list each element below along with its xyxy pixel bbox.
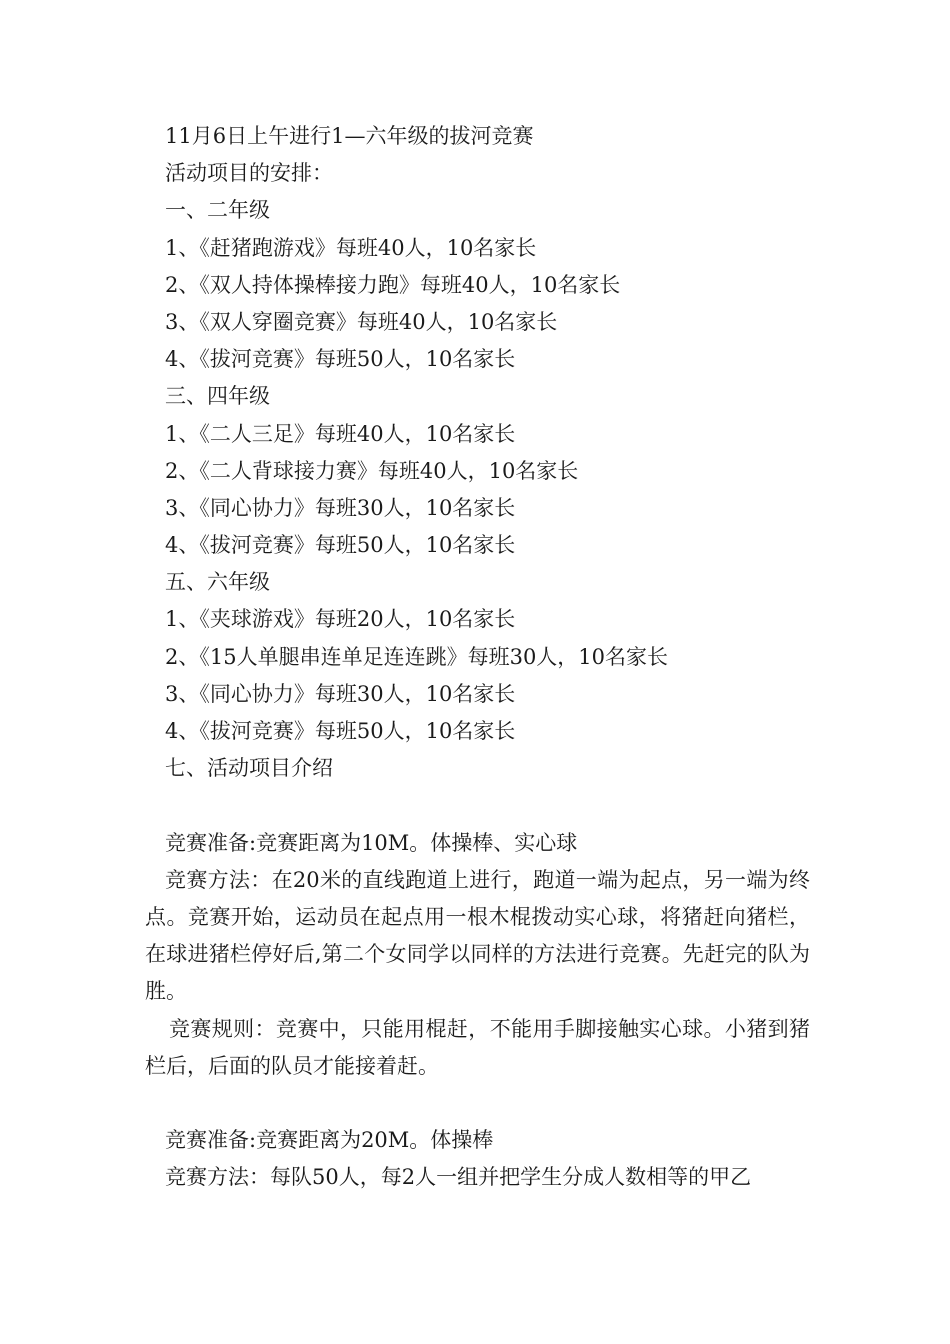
- list-item: 4、《拔河竞赛》每班50人，10名家长: [165, 347, 516, 372]
- spacer: [145, 787, 810, 824]
- list-item: 2、《15人单腿串连单足连连跳》每班30人，10名家长: [165, 644, 669, 669]
- game1-method: 竞赛方法：在20米的直线跑道上进行，跑道一端为起点，另一端为终点。竞赛开始，运动员在起点用一根木棍拨动实心球，将猪赶向猪栏，在球进猪栏停好后,第二个女同学以同样的方法进行竞赛。先赶完的队为胜。: [145, 867, 810, 1004]
- spacer: [145, 1085, 810, 1122]
- list-item: 1、《夹球游戏》每班20人，10名家长: [165, 607, 516, 632]
- grade6-heading: 五、六年级: [165, 570, 270, 595]
- list-item: 1、《赶猪跑游戏》每班40人，10名家长: [165, 235, 537, 260]
- schedule-heading: 活动项目的安排：: [165, 161, 333, 186]
- list-item: 4、《拔河竞赛》每班50人，10名家长: [165, 533, 516, 558]
- grade4-heading: 三、四年级: [165, 384, 270, 409]
- list-item: 1、《二人三足》每班40人，10名家长: [165, 421, 516, 446]
- list-item: 3、《同心协力》每班30人，10名家长: [165, 495, 516, 520]
- grade2-heading: 一、二年级: [165, 198, 270, 223]
- game1-prep: 竞赛准备:竞赛距离为10M。体操棒、实心球: [165, 830, 578, 855]
- game2-prep: 竞赛准备:竞赛距离为20M。体操棒: [165, 1128, 494, 1153]
- list-item: 2、《二人背球接力赛》每班40人，10名家长: [165, 458, 579, 483]
- list-item: 3、《双人穿圈竞赛》每班40人，10名家长: [165, 309, 558, 334]
- activity-intro-heading: 七、活动项目介绍: [165, 756, 333, 781]
- list-item: 4、《拔河竞赛》每班50人，10名家长: [165, 719, 516, 743]
- game2-method: 竞赛方法：每队50人，每2人一组并把学生分成人数相等的甲乙: [165, 1165, 752, 1190]
- document-body: [145, 118, 810, 1197]
- game1-rules: 竞赛规则：竞赛中，只能用棍赶，不能用手脚接触实心球。小猪到猪栏后，后面的队员才能接着赶。: [145, 1016, 810, 1078]
- intro-line: 11月6日上午进行1—六年级的拔河竞赛: [165, 124, 534, 148]
- list-item: 2、《双人持体操棒接力跑》每班40人，10名家长: [165, 272, 621, 297]
- list-item: 3、《同心协力》每班30人，10名家长: [165, 681, 516, 706]
